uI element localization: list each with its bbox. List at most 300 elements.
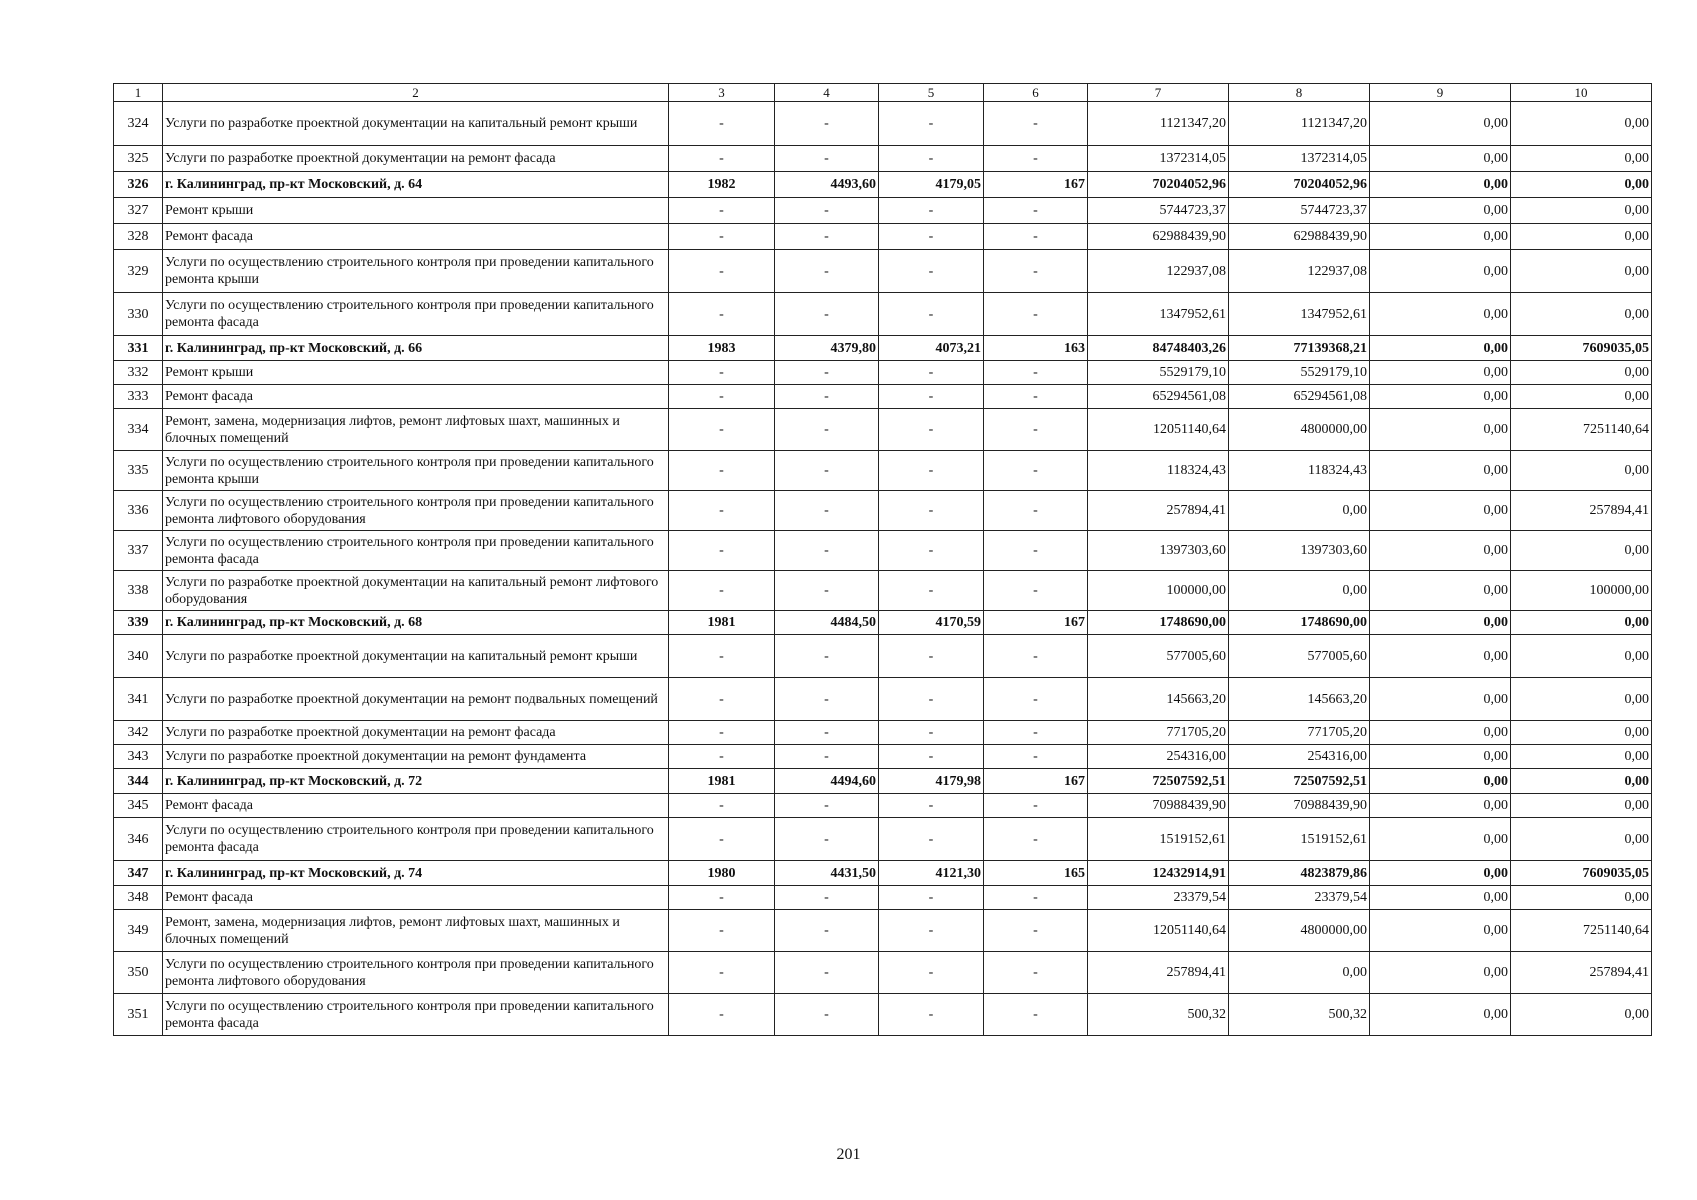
living-area-cell: - — [879, 721, 984, 745]
item-name-cell: г. Калининград, пр-кт Московский, д. 72 — [163, 769, 669, 794]
residents-cell: 163 — [984, 336, 1088, 361]
total-area-cell: 4431,50 — [775, 861, 879, 886]
living-area-cell: - — [879, 102, 984, 146]
total-area-cell: - — [775, 910, 879, 952]
residents-cell: - — [984, 635, 1088, 678]
table-body — [114, 102, 1652, 1036]
row-number-cell: 348 — [114, 886, 163, 910]
header-cell: 3 — [669, 84, 775, 102]
table-row — [114, 146, 1652, 172]
cost-col10-cell: 257894,41 — [1511, 491, 1652, 531]
cost-col9-cell: 0,00 — [1370, 910, 1511, 952]
total-cost-cell: 1748690,00 — [1088, 611, 1229, 635]
row-number-cell: 349 — [114, 910, 163, 952]
table-row — [114, 385, 1652, 409]
year-cell: - — [669, 224, 775, 250]
total-cost-cell: 72507592,51 — [1088, 769, 1229, 794]
row-number-cell: 343 — [114, 745, 163, 769]
row-number-cell: 351 — [114, 994, 163, 1036]
total-area-cell: - — [775, 293, 879, 336]
cost-col8-cell: 122937,08 — [1229, 250, 1370, 293]
item-name-cell: Услуги по осуществлению строительного контроля при проведении капитального ремонта лифтового оборудования — [163, 952, 669, 994]
cost-col9-cell: 0,00 — [1370, 361, 1511, 385]
header-cell: 7 — [1088, 84, 1229, 102]
item-name-cell: Услуги по осуществлению строительного контроля при проведении капитального ремонта лифтового оборудования — [163, 491, 669, 531]
cost-col8-cell: 5529179,10 — [1229, 361, 1370, 385]
cost-col9-cell: 0,00 — [1370, 611, 1511, 635]
cost-col10-cell: 0,00 — [1511, 994, 1652, 1036]
cost-col10-cell: 7251140,64 — [1511, 409, 1652, 451]
total-area-cell: 4494,60 — [775, 769, 879, 794]
cost-col8-cell: 23379,54 — [1229, 886, 1370, 910]
total-area-cell: - — [775, 635, 879, 678]
table-row — [114, 198, 1652, 224]
total-area-cell: - — [775, 886, 879, 910]
cost-col8-cell: 70204052,96 — [1229, 172, 1370, 198]
cost-col9-cell: 0,00 — [1370, 571, 1511, 611]
total-cost-cell: 145663,20 — [1088, 678, 1229, 721]
row-number-cell: 345 — [114, 794, 163, 818]
living-area-cell: - — [879, 531, 984, 571]
cost-col10-cell: 0,00 — [1511, 769, 1652, 794]
cost-col10-cell: 0,00 — [1511, 385, 1652, 409]
living-area-cell: - — [879, 385, 984, 409]
year-cell: - — [669, 745, 775, 769]
year-cell: - — [669, 531, 775, 571]
header-cell: 10 — [1511, 84, 1652, 102]
year-cell: - — [669, 721, 775, 745]
total-cost-cell: 12051140,64 — [1088, 409, 1229, 451]
item-name-cell: Услуги по осуществлению строительного контроля при проведении капитального ремонта фасада — [163, 293, 669, 336]
table-row — [114, 678, 1652, 721]
cost-col10-cell: 0,00 — [1511, 745, 1652, 769]
row-number-cell: 342 — [114, 721, 163, 745]
cost-col10-cell: 0,00 — [1511, 198, 1652, 224]
item-name-cell: Ремонт фасада — [163, 385, 669, 409]
cost-col8-cell: 62988439,90 — [1229, 224, 1370, 250]
total-cost-cell: 70204052,96 — [1088, 172, 1229, 198]
living-area-cell: - — [879, 491, 984, 531]
total-cost-cell: 122937,08 — [1088, 250, 1229, 293]
total-cost-cell: 500,32 — [1088, 994, 1229, 1036]
row-number-cell: 327 — [114, 198, 163, 224]
cost-col10-cell: 0,00 — [1511, 818, 1652, 861]
cost-col9-cell: 0,00 — [1370, 146, 1511, 172]
year-cell: - — [669, 198, 775, 224]
living-area-cell: - — [879, 224, 984, 250]
item-name-cell: г. Калининград, пр-кт Московский, д. 66 — [163, 336, 669, 361]
residents-cell: - — [984, 409, 1088, 451]
cost-col8-cell: 254316,00 — [1229, 745, 1370, 769]
cost-col10-cell: 100000,00 — [1511, 571, 1652, 611]
table-row — [114, 818, 1652, 861]
table-row — [114, 794, 1652, 818]
total-cost-cell: 577005,60 — [1088, 635, 1229, 678]
table-row — [114, 224, 1652, 250]
cost-col9-cell: 0,00 — [1370, 678, 1511, 721]
row-number-cell: 347 — [114, 861, 163, 886]
total-area-cell: - — [775, 721, 879, 745]
year-cell: 1981 — [669, 611, 775, 635]
living-area-cell: - — [879, 635, 984, 678]
table-row — [114, 102, 1652, 146]
residents-cell: - — [984, 385, 1088, 409]
total-area-cell: - — [775, 818, 879, 861]
item-name-cell: Услуги по осуществлению строительного контроля при проведении капитального ремонта крыши — [163, 451, 669, 491]
table-row — [114, 952, 1652, 994]
total-area-cell: - — [775, 491, 879, 531]
total-area-cell: - — [775, 361, 879, 385]
residents-cell: 167 — [984, 769, 1088, 794]
residents-cell: - — [984, 745, 1088, 769]
table-row — [114, 172, 1652, 198]
living-area-cell: - — [879, 571, 984, 611]
item-name-cell: Услуги по разработке проектной документации на ремонт фасада — [163, 146, 669, 172]
cost-col10-cell: 0,00 — [1511, 146, 1652, 172]
living-area-cell: - — [879, 250, 984, 293]
item-name-cell: Ремонт фасада — [163, 886, 669, 910]
year-cell: - — [669, 491, 775, 531]
total-area-cell: - — [775, 146, 879, 172]
total-cost-cell: 5744723,37 — [1088, 198, 1229, 224]
table-row — [114, 451, 1652, 491]
table-row — [114, 361, 1652, 385]
year-cell: - — [669, 293, 775, 336]
year-cell: - — [669, 571, 775, 611]
cost-col9-cell: 0,00 — [1370, 198, 1511, 224]
total-cost-cell: 257894,41 — [1088, 491, 1229, 531]
residents-cell: - — [984, 721, 1088, 745]
total-area-cell: - — [775, 531, 879, 571]
table-row — [114, 531, 1652, 571]
row-number-cell: 339 — [114, 611, 163, 635]
row-number-cell: 336 — [114, 491, 163, 531]
cost-col8-cell: 771705,20 — [1229, 721, 1370, 745]
cost-col8-cell: 500,32 — [1229, 994, 1370, 1036]
cost-col9-cell: 0,00 — [1370, 531, 1511, 571]
table-row — [114, 336, 1652, 361]
residents-cell: - — [984, 146, 1088, 172]
living-area-cell: 4179,05 — [879, 172, 984, 198]
living-area-cell: - — [879, 818, 984, 861]
total-area-cell: - — [775, 952, 879, 994]
residents-cell: - — [984, 293, 1088, 336]
residents-cell: 167 — [984, 172, 1088, 198]
row-number-cell: 346 — [114, 818, 163, 861]
table-row — [114, 293, 1652, 336]
header-cell: 1 — [114, 84, 163, 102]
cost-col10-cell: 7609035,05 — [1511, 861, 1652, 886]
cost-col9-cell: 0,00 — [1370, 794, 1511, 818]
residents-cell: - — [984, 224, 1088, 250]
row-number-cell: 335 — [114, 451, 163, 491]
total-cost-cell: 12051140,64 — [1088, 910, 1229, 952]
item-name-cell: г. Калининград, пр-кт Московский, д. 68 — [163, 611, 669, 635]
header-cell: 2 — [163, 84, 669, 102]
item-name-cell: Услуги по разработке проектной документации на ремонт фасада — [163, 721, 669, 745]
cost-col8-cell: 0,00 — [1229, 571, 1370, 611]
total-cost-cell: 62988439,90 — [1088, 224, 1229, 250]
living-area-cell: 4170,59 — [879, 611, 984, 635]
total-area-cell: - — [775, 409, 879, 451]
cost-col9-cell: 0,00 — [1370, 635, 1511, 678]
total-cost-cell: 84748403,26 — [1088, 336, 1229, 361]
year-cell: - — [669, 910, 775, 952]
cost-col9-cell: 0,00 — [1370, 952, 1511, 994]
living-area-cell: - — [879, 146, 984, 172]
item-name-cell: Услуги по осуществлению строительного контроля при проведении капитального ремонта крыши — [163, 250, 669, 293]
row-number-cell: 328 — [114, 224, 163, 250]
item-name-cell: Ремонт крыши — [163, 198, 669, 224]
residents-cell: - — [984, 794, 1088, 818]
cost-col10-cell: 0,00 — [1511, 635, 1652, 678]
cost-col10-cell: 0,00 — [1511, 224, 1652, 250]
total-cost-cell: 771705,20 — [1088, 721, 1229, 745]
cost-col10-cell: 257894,41 — [1511, 952, 1652, 994]
living-area-cell: 4073,21 — [879, 336, 984, 361]
capital-repair-table — [113, 83, 1652, 1036]
residents-cell: - — [984, 910, 1088, 952]
row-number-cell: 334 — [114, 409, 163, 451]
total-cost-cell: 257894,41 — [1088, 952, 1229, 994]
cost-col8-cell: 5744723,37 — [1229, 198, 1370, 224]
cost-col9-cell: 0,00 — [1370, 409, 1511, 451]
cost-col8-cell: 4800000,00 — [1229, 910, 1370, 952]
total-cost-cell: 1347952,61 — [1088, 293, 1229, 336]
item-name-cell: Услуги по осуществлению строительного контроля при проведении капитального ремонта фасада — [163, 531, 669, 571]
living-area-cell: 4121,30 — [879, 861, 984, 886]
cost-col9-cell: 0,00 — [1370, 451, 1511, 491]
total-cost-cell: 12432914,91 — [1088, 861, 1229, 886]
total-cost-cell: 118324,43 — [1088, 451, 1229, 491]
year-cell: - — [669, 794, 775, 818]
year-cell: - — [669, 952, 775, 994]
header-cell: 9 — [1370, 84, 1511, 102]
item-name-cell: Услуги по разработке проектной документации на ремонт фундамента — [163, 745, 669, 769]
living-area-cell: - — [879, 994, 984, 1036]
row-number-cell: 344 — [114, 769, 163, 794]
item-name-cell: Услуги по разработке проектной документации на капитальный ремонт крыши — [163, 102, 669, 146]
year-cell: - — [669, 361, 775, 385]
cost-col8-cell: 65294561,08 — [1229, 385, 1370, 409]
living-area-cell: - — [879, 678, 984, 721]
year-cell: - — [669, 886, 775, 910]
cost-col10-cell: 0,00 — [1511, 250, 1652, 293]
cost-col10-cell: 7251140,64 — [1511, 910, 1652, 952]
row-number-cell: 337 — [114, 531, 163, 571]
cost-col8-cell: 4800000,00 — [1229, 409, 1370, 451]
table-row — [114, 886, 1652, 910]
cost-col8-cell: 118324,43 — [1229, 451, 1370, 491]
total-area-cell: - — [775, 571, 879, 611]
cost-col10-cell: 0,00 — [1511, 794, 1652, 818]
total-cost-cell: 23379,54 — [1088, 886, 1229, 910]
year-cell: - — [669, 250, 775, 293]
cost-col8-cell: 1347952,61 — [1229, 293, 1370, 336]
header-cell: 5 — [879, 84, 984, 102]
year-cell: 1982 — [669, 172, 775, 198]
item-name-cell: г. Калининград, пр-кт Московский, д. 74 — [163, 861, 669, 886]
living-area-cell: - — [879, 198, 984, 224]
total-area-cell: - — [775, 745, 879, 769]
cost-col10-cell: 0,00 — [1511, 678, 1652, 721]
residents-cell: - — [984, 102, 1088, 146]
cost-col9-cell: 0,00 — [1370, 886, 1511, 910]
residents-cell: 167 — [984, 611, 1088, 635]
row-number-cell: 350 — [114, 952, 163, 994]
table-row — [114, 250, 1652, 293]
total-area-cell: - — [775, 994, 879, 1036]
total-area-cell: - — [775, 198, 879, 224]
cost-col8-cell: 1121347,20 — [1229, 102, 1370, 146]
total-cost-cell: 1519152,61 — [1088, 818, 1229, 861]
table-row — [114, 769, 1652, 794]
cost-col10-cell: 0,00 — [1511, 172, 1652, 198]
cost-col8-cell: 1748690,00 — [1229, 611, 1370, 635]
total-area-cell: - — [775, 102, 879, 146]
cost-col10-cell: 0,00 — [1511, 611, 1652, 635]
cost-col9-cell: 0,00 — [1370, 172, 1511, 198]
table-row — [114, 409, 1652, 451]
table-row — [114, 910, 1652, 952]
residents-cell: - — [984, 491, 1088, 531]
year-cell: - — [669, 635, 775, 678]
row-number-cell: 333 — [114, 385, 163, 409]
row-number-cell: 324 — [114, 102, 163, 146]
total-area-cell: - — [775, 451, 879, 491]
residents-cell: 165 — [984, 861, 1088, 886]
cost-col8-cell: 72507592,51 — [1229, 769, 1370, 794]
living-area-cell: 4179,98 — [879, 769, 984, 794]
cost-col9-cell: 0,00 — [1370, 385, 1511, 409]
item-name-cell: Ремонт фасада — [163, 224, 669, 250]
row-number-cell: 329 — [114, 250, 163, 293]
cost-col9-cell: 0,00 — [1370, 336, 1511, 361]
table-row — [114, 635, 1652, 678]
living-area-cell: - — [879, 451, 984, 491]
cost-col10-cell: 0,00 — [1511, 886, 1652, 910]
year-cell: - — [669, 678, 775, 721]
residents-cell: - — [984, 571, 1088, 611]
year-cell: - — [669, 409, 775, 451]
item-name-cell: г. Калининград, пр-кт Московский, д. 64 — [163, 172, 669, 198]
row-number-cell: 331 — [114, 336, 163, 361]
cost-col9-cell: 0,00 — [1370, 818, 1511, 861]
item-name-cell: Ремонт, замена, модернизация лифтов, ремонт лифтовых шахт, машинных и блочных помещений — [163, 910, 669, 952]
cost-col10-cell: 0,00 — [1511, 531, 1652, 571]
total-area-cell: - — [775, 224, 879, 250]
cost-col8-cell: 70988439,90 — [1229, 794, 1370, 818]
cost-col8-cell: 1397303,60 — [1229, 531, 1370, 571]
cost-col10-cell: 0,00 — [1511, 102, 1652, 146]
living-area-cell: - — [879, 293, 984, 336]
total-cost-cell: 1397303,60 — [1088, 531, 1229, 571]
residents-cell: - — [984, 678, 1088, 721]
cost-col9-cell: 0,00 — [1370, 861, 1511, 886]
total-cost-cell: 1372314,05 — [1088, 146, 1229, 172]
year-cell: - — [669, 146, 775, 172]
cost-col9-cell: 0,00 — [1370, 769, 1511, 794]
residents-cell: - — [984, 250, 1088, 293]
row-number-cell: 338 — [114, 571, 163, 611]
total-cost-cell: 254316,00 — [1088, 745, 1229, 769]
total-area-cell: 4493,60 — [775, 172, 879, 198]
total-area-cell: - — [775, 385, 879, 409]
cost-col9-cell: 0,00 — [1370, 491, 1511, 531]
page-number: 201 — [836, 1146, 861, 1163]
row-number-cell: 341 — [114, 678, 163, 721]
year-cell: - — [669, 451, 775, 491]
cost-col10-cell: 0,00 — [1511, 293, 1652, 336]
cost-col10-cell: 0,00 — [1511, 451, 1652, 491]
row-number-cell: 332 — [114, 361, 163, 385]
cost-col8-cell: 0,00 — [1229, 952, 1370, 994]
item-name-cell: Ремонт крыши — [163, 361, 669, 385]
item-name-cell: Услуги по разработке проектной документации на ремонт подвальных помещений — [163, 678, 669, 721]
year-cell: 1980 — [669, 861, 775, 886]
year-cell: 1983 — [669, 336, 775, 361]
table-row — [114, 861, 1652, 886]
cost-col8-cell: 0,00 — [1229, 491, 1370, 531]
total-area-cell: - — [775, 250, 879, 293]
total-cost-cell: 1121347,20 — [1088, 102, 1229, 146]
table-row — [114, 491, 1652, 531]
residents-cell: - — [984, 994, 1088, 1036]
year-cell: - — [669, 994, 775, 1036]
cost-col9-cell: 0,00 — [1370, 293, 1511, 336]
living-area-cell: - — [879, 794, 984, 818]
item-name-cell: Услуги по разработке проектной документации на капитальный ремонт крыши — [163, 635, 669, 678]
table-row — [114, 745, 1652, 769]
year-cell: - — [669, 102, 775, 146]
cost-col8-cell: 145663,20 — [1229, 678, 1370, 721]
residents-cell: - — [984, 531, 1088, 571]
residents-cell: - — [984, 451, 1088, 491]
residents-cell: - — [984, 952, 1088, 994]
cost-col9-cell: 0,00 — [1370, 102, 1511, 146]
header-cell: 8 — [1229, 84, 1370, 102]
cost-col10-cell: 7609035,05 — [1511, 336, 1652, 361]
total-area-cell: 4484,50 — [775, 611, 879, 635]
cost-col9-cell: 0,00 — [1370, 994, 1511, 1036]
table-row — [114, 611, 1652, 635]
item-name-cell: Услуги по осуществлению строительного контроля при проведении капитального ремонта фасада — [163, 994, 669, 1036]
item-name-cell: Ремонт фасада — [163, 794, 669, 818]
year-cell: 1981 — [669, 769, 775, 794]
table-row — [114, 571, 1652, 611]
cost-col9-cell: 0,00 — [1370, 745, 1511, 769]
cost-col10-cell: 0,00 — [1511, 361, 1652, 385]
cost-col8-cell: 4823879,86 — [1229, 861, 1370, 886]
row-number-cell: 325 — [114, 146, 163, 172]
living-area-cell: - — [879, 886, 984, 910]
living-area-cell: - — [879, 910, 984, 952]
living-area-cell: - — [879, 361, 984, 385]
header-cell: 4 — [775, 84, 879, 102]
cost-col9-cell: 0,00 — [1370, 721, 1511, 745]
cost-col9-cell: 0,00 — [1370, 224, 1511, 250]
total-cost-cell: 70988439,90 — [1088, 794, 1229, 818]
total-area-cell: 4379,80 — [775, 336, 879, 361]
total-cost-cell: 5529179,10 — [1088, 361, 1229, 385]
row-number-cell: 330 — [114, 293, 163, 336]
item-name-cell: Услуги по осуществлению строительного контроля при проведении капитального ремонта фасада — [163, 818, 669, 861]
cost-col8-cell: 1372314,05 — [1229, 146, 1370, 172]
header-cell: 6 — [984, 84, 1088, 102]
total-cost-cell: 65294561,08 — [1088, 385, 1229, 409]
total-cost-cell: 100000,00 — [1088, 571, 1229, 611]
row-number-cell: 340 — [114, 635, 163, 678]
